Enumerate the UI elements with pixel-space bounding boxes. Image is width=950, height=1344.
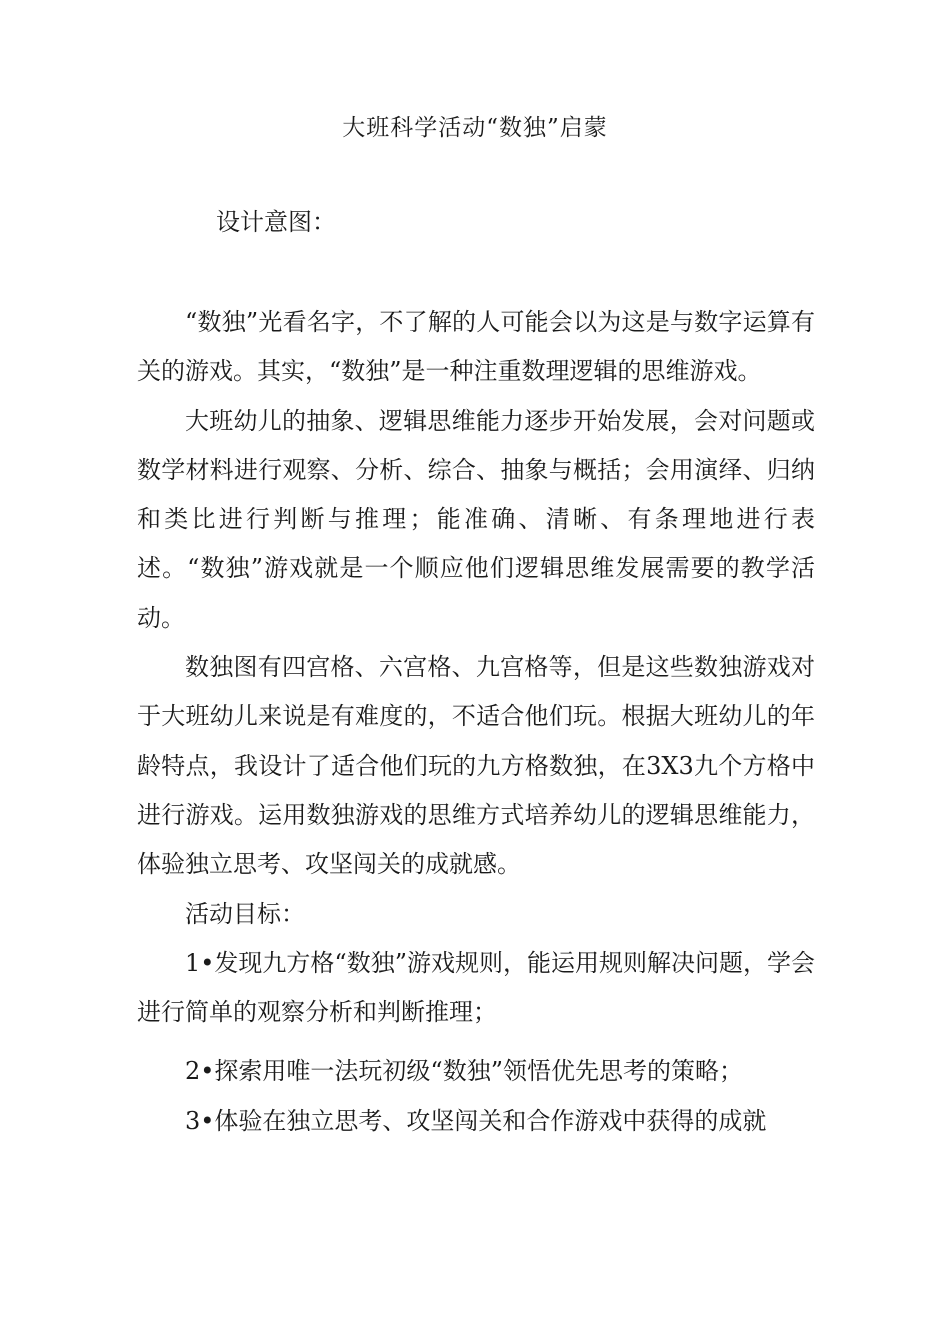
design-intent-heading: 设计意图： bbox=[216, 208, 336, 236]
document-body bbox=[137, 298, 815, 1146]
goal-item-1: 1•发现九方格“数独”游戏规则，能运用规则解决问题，学会进行简单的观察分析和判断推理； bbox=[137, 948, 815, 1027]
activity-goals-heading: 活动目标： bbox=[185, 899, 305, 928]
goal-item-3: 3•体验在独立思考、攻坚闯关和合作游戏中获得的成就 bbox=[185, 1106, 767, 1135]
paragraph-sudoku-types: 数独图有四宫格、六宫格、九宫格等，但是这些数独游戏对于大班幼儿来说是有难度的，不适合他们玩。根据大班幼儿的年龄特点，我设计了适合他们玩的九方格数独，在3X3九个方格中进行游戏。运用数独游戏的思维方式培养幼儿的逻辑思维能力，体验独立思考、攻坚闯关的成就感。 bbox=[137, 653, 815, 879]
paragraph-intro: “数独”光看名字，不了解的人可能会以为这是与数字运算有关的游戏。其实，“数独”是一种注重数理逻辑的思维游戏。 bbox=[137, 308, 815, 386]
document-title: 大班科学活动“数独”启蒙 bbox=[342, 115, 608, 141]
paragraph-child-development: 大班幼儿的抽象、逻辑思维能力逐步开始发展，会对问题或数学材料进行观察、分析、综合、抽象与概括；会用演绎、归纳和类比进行判断与推理；能准确、清晰、有条理地进行表述。“数独”游戏就是一个顺应他们逻辑思维发展需要的教学活动。 bbox=[137, 406, 815, 632]
goal-item-2: 2•探索用唯一法玩初级“数独”领悟优先思考的策略； bbox=[185, 1057, 743, 1086]
